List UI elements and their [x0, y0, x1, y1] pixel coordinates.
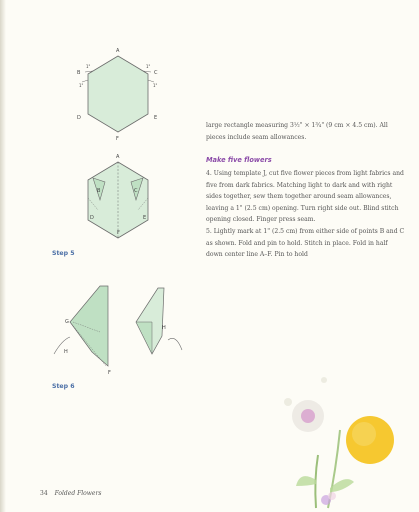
step-4-text: 4. Using template J, cut five flower pieces from light fabrics and five from dark fabrics. Matching light to dark and with right sides together, sew them together around seam allowances, leaving a 1" (2.5 cm) opening. Turn right side out. Blind stitch opening closed. Finger press seam.	[206, 170, 404, 224]
hex-mark-c2: 1"	[153, 83, 158, 88]
folded-label-c: C	[134, 188, 138, 194]
step6-label-h-left: H	[64, 349, 68, 355]
hex-mark-b2: 1"	[79, 83, 84, 88]
intro-paragraph	[206, 120, 406, 143]
binding-shadow	[0, 0, 6, 512]
hex-label-f: F	[116, 136, 119, 142]
page-footer	[40, 490, 101, 497]
folded-label-a: A	[116, 154, 120, 160]
instructions	[206, 168, 406, 261]
page-number: 34	[40, 490, 48, 497]
step6-label-g: G	[65, 319, 69, 325]
book-title: Folded Flowers	[54, 490, 102, 497]
watercolor-flower-illustration	[250, 360, 419, 510]
folded-label-d: D	[90, 215, 94, 221]
hex-label-a: A	[116, 48, 120, 54]
folded-label-f: F	[117, 230, 120, 236]
step6-label-h-right: H	[162, 325, 166, 331]
step-5-text: 5. Lightly mark at 1" (2.5 cm) from either side of points B and C as shown. Fold and pin to hold. Stitch in place. Fold in half down center line A–F. Pin to hold	[206, 227, 405, 259]
hex-mark-c1: 1"	[146, 64, 151, 69]
hex-mark-b1: 1"	[86, 64, 91, 69]
intro-text: large rectangle measuring 3½" × 1¾" (9 cm × 4.5 cm). All pieces include seam allowances.	[206, 122, 388, 141]
folded-label-e: E	[143, 215, 147, 221]
hex-label-d: D	[77, 115, 81, 121]
hex-label-b: B	[77, 70, 81, 76]
step-5-label: Step 5	[52, 250, 75, 257]
section-heading: Make five flowers	[206, 156, 272, 164]
step-6-label: Step 6	[52, 383, 75, 390]
hex-label-e: E	[154, 115, 158, 121]
hexagon-diagram	[60, 44, 180, 144]
folded-label-b: B	[97, 188, 101, 194]
folded-hexagon-diagram	[60, 148, 180, 248]
step6-label-f: F	[108, 370, 111, 376]
step-6-diagram	[40, 282, 200, 378]
hex-label-c: C	[154, 70, 158, 76]
